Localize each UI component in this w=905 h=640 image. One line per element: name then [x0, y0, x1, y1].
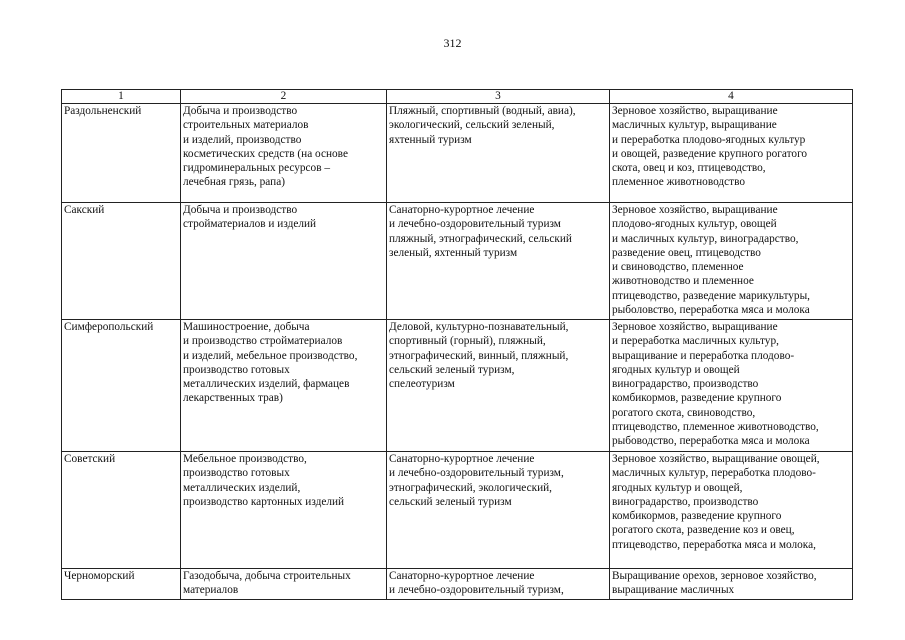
cell-text-line: птицеводство, разведение марикультуры,: [612, 289, 810, 302]
cell-text-line: спортивный (горный), пляжный,: [389, 335, 546, 348]
cell-text-line: и переработка масличных культур,: [612, 335, 779, 348]
cell-text-line: производство готовых: [183, 467, 290, 480]
column-header-3: 3: [387, 90, 610, 104]
table-row: [62, 320, 853, 452]
cell-text-line: экологический, сельский зеленый,: [389, 119, 555, 132]
cell-text-line: Мебельное производство,: [183, 453, 307, 465]
industry-cell: [181, 452, 387, 569]
industry-cell: [181, 203, 387, 320]
cell-text-line: и изделий, мебельное производство,: [183, 349, 358, 362]
cell-text-line: рыболовство, переработка мяса и молока: [612, 304, 810, 317]
cell-text-line: металлических изделий, фармацев: [183, 378, 350, 391]
cell-text-line: птицеводство, переработка мяса и молока,: [612, 538, 816, 551]
cell-text-line: выращивание масличных: [612, 584, 735, 597]
cell-text-line: масличных культур, выращивание: [612, 119, 777, 132]
column-number-row: [62, 90, 853, 104]
cell-text-line: зеленый, яхтенный туризм: [389, 246, 518, 259]
cell-text-line: Санаторно-курортное лечение: [389, 570, 535, 582]
table-row: [62, 569, 853, 600]
cell-text-line: Санаторно-курортное лечение: [389, 204, 535, 216]
industry-cell: [181, 104, 387, 203]
industry-cell: [181, 320, 387, 452]
cell-text-line: ягодных культур и овощей,: [612, 481, 743, 494]
cell-text-line: рыбоводство, переработка мяса и молока: [612, 435, 810, 448]
agriculture-cell: [610, 320, 853, 452]
district-cell: [62, 104, 181, 203]
cell-text-line: сельский зеленый туризм,: [389, 363, 515, 376]
cell-text-line: Раздольненский: [64, 105, 142, 117]
cell-text-line: сельский зеленый туризм: [389, 495, 512, 508]
tourism-cell: [387, 569, 610, 600]
cell-text-line: скота, овец и коз, птицеводство,: [612, 162, 766, 175]
cell-text-line: Сакский: [64, 204, 105, 216]
cell-text-line: животноводство и племенное: [612, 275, 754, 288]
cell-text-line: и свиноводство, племенное: [612, 261, 744, 274]
cell-text-line: Зерновое хозяйство, выращивание: [612, 321, 778, 333]
cell-text-line: и лечебно-оздоровительный туризм,: [389, 584, 564, 597]
cell-text-line: стройматериалов и изделий: [183, 218, 317, 231]
cell-text-line: Газодобыча, добыча строительных: [183, 570, 351, 582]
agriculture-cell: [610, 203, 853, 320]
cell-text-line: разведение овец, птицеводство: [612, 246, 761, 259]
agriculture-cell: [610, 452, 853, 569]
tourism-cell: [387, 203, 610, 320]
cell-text-line: металлических изделий,: [183, 481, 301, 494]
cell-text-line: и переработка плодово-ягодных культур: [612, 133, 806, 146]
cell-text-line: Добыча и производство: [183, 105, 298, 117]
cell-text-line: Пляжный, спортивный (водный, авиа),: [389, 105, 576, 117]
agriculture-cell: [610, 104, 853, 203]
cell-text-line: косметических средств (на основе: [183, 147, 348, 160]
cell-text-line: этнографический, винный, пляжный,: [389, 349, 569, 362]
tourism-cell: [387, 452, 610, 569]
column-header-4: 4: [610, 90, 853, 104]
cell-text-line: ягодных культур и овощей: [612, 363, 740, 376]
district-cell: [62, 452, 181, 569]
industry-cell: [181, 569, 387, 600]
table-row: [62, 104, 853, 203]
cell-text-line: виноградарство, производство: [612, 378, 759, 391]
cell-text-line: масличных культур, переработка плодово-: [612, 467, 816, 480]
page-number: 312: [443, 36, 462, 50]
cell-text-line: яхтенный туризм: [389, 133, 472, 146]
cell-text-line: виноградарство, производство: [612, 495, 759, 508]
cell-text-line: лекарственных трав): [183, 392, 283, 405]
cell-text-line: птицеводство, племенное животноводство,: [612, 421, 819, 434]
cell-text-line: рогатого скота, свиноводство,: [612, 406, 756, 419]
cell-text-line: Деловой, культурно-познавательный,: [389, 321, 569, 333]
cell-text-line: производство готовых: [183, 363, 290, 376]
column-header-2: 2: [181, 90, 387, 104]
table-row: [62, 452, 853, 569]
cell-text-line: комбикормов, разведение крупного: [612, 510, 782, 523]
tourism-cell: [387, 104, 610, 203]
cell-text-line: Симферопольский: [64, 321, 154, 333]
cell-text-line: Зерновое хозяйство, выращивание: [612, 105, 778, 117]
cell-text-line: производство картонных изделий: [183, 495, 345, 508]
column-header-1: 1: [62, 90, 181, 104]
district-cell: [62, 320, 181, 452]
agriculture-cell: [610, 569, 853, 600]
table-body: [62, 104, 853, 600]
cell-text-line: и овощей, разведение крупного рогатого: [612, 147, 808, 160]
cell-text-line: и лечебно-оздоровительный туризм: [389, 218, 561, 231]
district-cell: [62, 569, 181, 600]
cell-text-line: и масличных культур, виноградарство,: [612, 232, 799, 245]
cell-text-line: Советский: [64, 453, 116, 465]
cell-text-line: рогатого скота, разведение коз и овец,: [612, 524, 795, 537]
cell-text-line: Добыча и производство: [183, 204, 298, 216]
cell-text-line: плодово-ягодных культур, овощей: [612, 218, 777, 231]
cell-text-line: пляжный, этнографический, сельский: [389, 232, 572, 245]
cell-text-line: выращивание и переработка плодово-: [612, 349, 795, 362]
cell-text-line: Черноморский: [64, 570, 135, 582]
cell-text-line: и изделий, производство: [183, 133, 302, 146]
cell-text-line: этнографический, экологический,: [389, 481, 552, 494]
cell-text-line: комбикормов, разведение крупного: [612, 392, 782, 405]
cell-text-line: и производство стройматериалов: [183, 335, 343, 348]
cell-text-line: Зерновое хозяйство, выращивание овощей,: [612, 453, 820, 465]
cell-text-line: строительных материалов: [183, 119, 309, 132]
district-cell: [62, 203, 181, 320]
cell-text-line: Санаторно-курортное лечение: [389, 453, 535, 465]
cell-text-line: спелеотуризм: [389, 378, 455, 391]
tourism-cell: [387, 320, 610, 452]
cell-text-line: гидроминеральных ресурсов –: [183, 162, 330, 175]
table-row: [62, 203, 853, 320]
cell-text-line: Зерновое хозяйство, выращивание: [612, 204, 778, 216]
cell-text-line: Машиностроение, добыча: [183, 321, 310, 333]
cell-text-line: и лечебно-оздоровительный туризм,: [389, 467, 564, 480]
cell-text-line: материалов: [183, 584, 239, 597]
cell-text-line: Выращивание орехов, зерновое хозяйство,: [612, 570, 817, 582]
regional-specialization-table: [61, 89, 853, 600]
cell-text-line: лечебная грязь, рапа): [183, 176, 285, 189]
cell-text-line: племенное животноводство: [612, 176, 745, 189]
